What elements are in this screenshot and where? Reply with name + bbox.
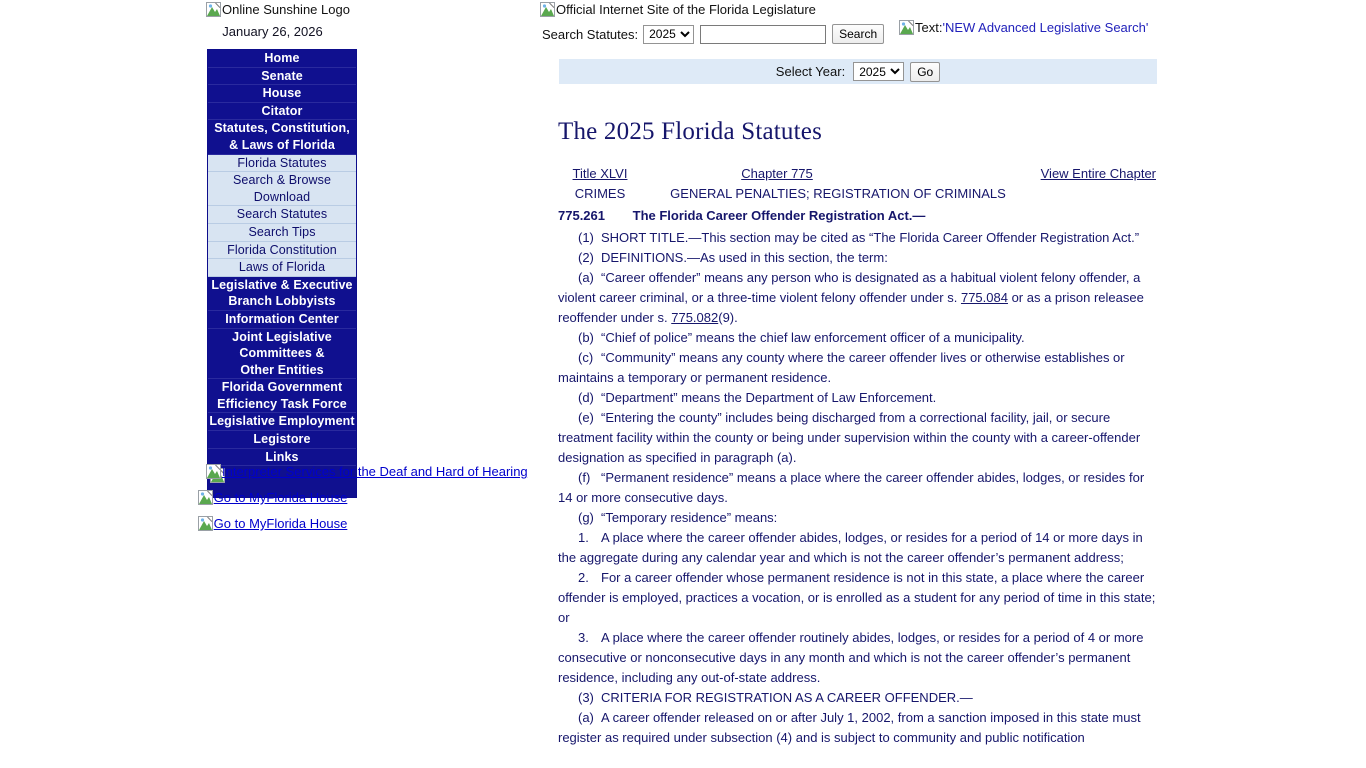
interpreter-services-row[interactable] [206, 464, 528, 479]
statute-body [558, 228, 1160, 748]
broken-image-icon [198, 490, 213, 505]
sidebar-nav [207, 49, 357, 498]
paragraph-marker: (1) [578, 230, 594, 245]
sidebar-item-legislative-executive-branch-lobbyists[interactable]: Legislative & Executive Branch Lobbyists [208, 277, 356, 311]
search-statutes-label: Search Statutes: [542, 26, 639, 42]
statute-paragraph: (3) CRITERIA FOR REGISTRATION AS A CAREER OFFENDER.— [558, 688, 1160, 708]
broken-image-icon [206, 2, 221, 17]
search-input[interactable] [700, 25, 826, 44]
sidebar-item-statutes-constitution-laws-of-florida[interactable]: Statutes, Constitution, & Laws of Florida [208, 120, 356, 154]
select-year-bar [559, 59, 1157, 84]
myflorida-house-row-2[interactable] [0, 516, 545, 531]
sidebar-item-legistore[interactable]: Legistore [208, 431, 356, 449]
advanced-search-prefix: Text: [915, 20, 943, 35]
sidebar-item-links[interactable]: Links [208, 449, 356, 467]
chapter-header-names-row [558, 186, 1156, 201]
sidebar-item-legislative-employment[interactable]: Legislative Employment [208, 413, 356, 431]
paragraph-marker: 1. [578, 530, 589, 545]
statute-paragraph: (d) “Department” means the Department of Law Enforcement. [558, 388, 1160, 408]
sidebar-item-florida-statutes[interactable]: Florida Statutes [208, 155, 356, 173]
myflorida-house-link-1[interactable]: Go to MyFlorida House [213, 490, 348, 505]
sidebar-item-search-tips[interactable]: Search Tips [208, 224, 356, 242]
statute-paragraph: (b) “Chief of police” means the chief law enforcement officer of a municipality. [558, 328, 1160, 348]
sidebar-item-laws-of-florida[interactable]: Laws of Florida [208, 259, 356, 277]
sidebar-item-florida-constitution[interactable]: Florida Constitution [208, 242, 356, 260]
broken-image-icon [198, 516, 213, 531]
paragraph-marker: (d) [578, 390, 594, 405]
select-year-label: Select Year: [775, 64, 846, 79]
myflorida-house-link-2[interactable]: Go to MyFlorida House [213, 516, 348, 531]
broken-image-icon [899, 20, 914, 35]
statute-paragraph: (e) “Entering the county” includes being discharged from a correctional facility, jail, or secure treatment facility within the county or being under supervision within the county with a career-offender designation as specified in paragraph (a). [558, 410, 1141, 465]
online-sunshine-logo-row [0, 0, 545, 18]
main-column [540, 0, 1366, 745]
sidebar-item-senate[interactable]: Senate [208, 68, 356, 86]
select-year-dropdown[interactable] [853, 62, 904, 81]
sidebar-item-house[interactable]: House [208, 85, 356, 103]
view-entire-chapter-link[interactable]: View Entire Chapter [1040, 166, 1156, 181]
statute-paragraph: (a) “Career offender” means any person who is designated as a habitual violent felony offender, a violent career criminal, or a three-time violent felony offender under s. 775.084 or as a prison releasee reoffender under s. 775.082(9). [558, 270, 1144, 325]
view-entire-chapter-cell [1034, 166, 1156, 181]
statute-paragraph: 2. For a career offender whose permanent residence is not in this state, a place where the career offender is employed, practices a vocation, or is enrolled as a student for any period of time in this state; or [558, 570, 1156, 625]
statute-paragraph: (c) “Community” means any county where the career offender lives or otherwise establishes or maintains a temporary or permanent residence. [558, 350, 1125, 385]
chapter-link[interactable]: Chapter 775 [741, 166, 813, 181]
paragraph-marker: (2) [578, 250, 594, 265]
go-button[interactable]: Go [910, 62, 940, 82]
statute-paragraph: (f) “Permanent residence” means a place where the career offender abides, lodges, or resides for 14 or more consecutive days. [558, 470, 1145, 505]
search-year-select[interactable] [643, 25, 694, 44]
myflorida-house-row-1[interactable] [0, 490, 545, 505]
paragraph-marker: (f) [578, 470, 591, 485]
paragraph-marker: (e) [578, 410, 594, 425]
paragraph-marker: (c) [578, 350, 594, 365]
search-button[interactable]: Search [832, 24, 884, 44]
title-link[interactable]: Title XLVI [572, 166, 628, 181]
page-title: The 2025 Florida Statutes [558, 118, 822, 145]
statute-paragraph: (g) “Temporary residence” means: [558, 508, 1160, 528]
section-heading [558, 208, 925, 223]
chapter-name: GENERAL PENALTIES; REGISTRATION OF CRIMINALS [670, 186, 1006, 201]
left-column [0, 0, 545, 531]
chapter-link-cell [642, 166, 1034, 181]
broken-image-icon [540, 2, 555, 17]
title-link-cell [558, 166, 642, 181]
paragraph-marker: (3) [578, 690, 594, 705]
statute-reference-link[interactable]: 775.084 [960, 290, 1008, 305]
broken-image-icon [206, 464, 221, 479]
sidebar-item-information-center[interactable]: Information Center [208, 311, 356, 329]
section-number: 775.261 [558, 208, 605, 223]
title-name: CRIMES [574, 186, 626, 201]
sidebar-item-search-statutes[interactable]: Search Statutes [208, 206, 356, 224]
paragraph-marker: 2. [578, 570, 589, 585]
official-site-banner-row [540, 0, 1366, 18]
sidebar-item-search-browse-download[interactable]: Search & Browse Download [208, 172, 356, 206]
paragraph-marker: (b) [578, 330, 594, 345]
statute-paragraph: (2) DEFINITIONS.—As used in this section, the term: [558, 248, 1160, 268]
statute-paragraph: (1) SHORT TITLE.—This section may be cited as “The Florida Career Offender Registration Act.” [558, 228, 1160, 248]
chapter-header [558, 166, 1156, 201]
statute-reference-link[interactable]: 775.082 [671, 310, 719, 325]
advanced-search-alt[interactable]: 'NEW Advanced Legislative Search' [942, 20, 1149, 35]
section-title: The Florida Career Offender Registration Act.— [632, 208, 926, 223]
chapter-header-links-row [558, 166, 1156, 181]
paragraph-marker: (g) [578, 510, 594, 525]
paragraph-marker: (a) [578, 710, 594, 725]
sidebar-item-joint-legislative-committees-other-entities[interactable]: Joint Legislative Committees & Other Entities [208, 329, 356, 380]
sidebar-item-citator[interactable]: Citator [208, 103, 356, 121]
statute-paragraph: 3. A place where the career offender routinely abides, lodges, or resides for a period of 4 or more consecutive or nonconsecutive days in any month and which is not the career offender’s permanent residence, including any out-of-state address. [558, 630, 1144, 685]
current-date: January 26, 2026 [222, 24, 323, 39]
paragraph-marker: 3. [578, 630, 589, 645]
sidebar-item-florida-government-efficiency-task-force[interactable]: Florida Government Efficiency Task Force [208, 379, 356, 413]
official-site-banner-alt: Official Internet Site of the Florida Legislature [556, 1, 816, 17]
statute-paragraph: 1. A place where the career offender abides, lodges, or resides for a period of 14 or more days in the aggregate during any calendar year and which is not the career offender’s permanent address; [558, 530, 1143, 565]
sidebar-item-home[interactable]: Home [208, 50, 356, 68]
statute-paragraph: (a) A career offender released on or after July 1, 2002, from a sanction imposed in this state must register as required under subsection (4) and is subject to community and public notification [558, 710, 1141, 745]
advanced-search-banner-row[interactable] [899, 20, 1148, 35]
paragraph-marker: (a) [578, 270, 594, 285]
online-sunshine-logo-alt: Online Sunshine Logo [222, 1, 350, 17]
interpreter-services-link[interactable]: Interpreter Services for the Deaf and Hard of Hearing [222, 464, 528, 479]
